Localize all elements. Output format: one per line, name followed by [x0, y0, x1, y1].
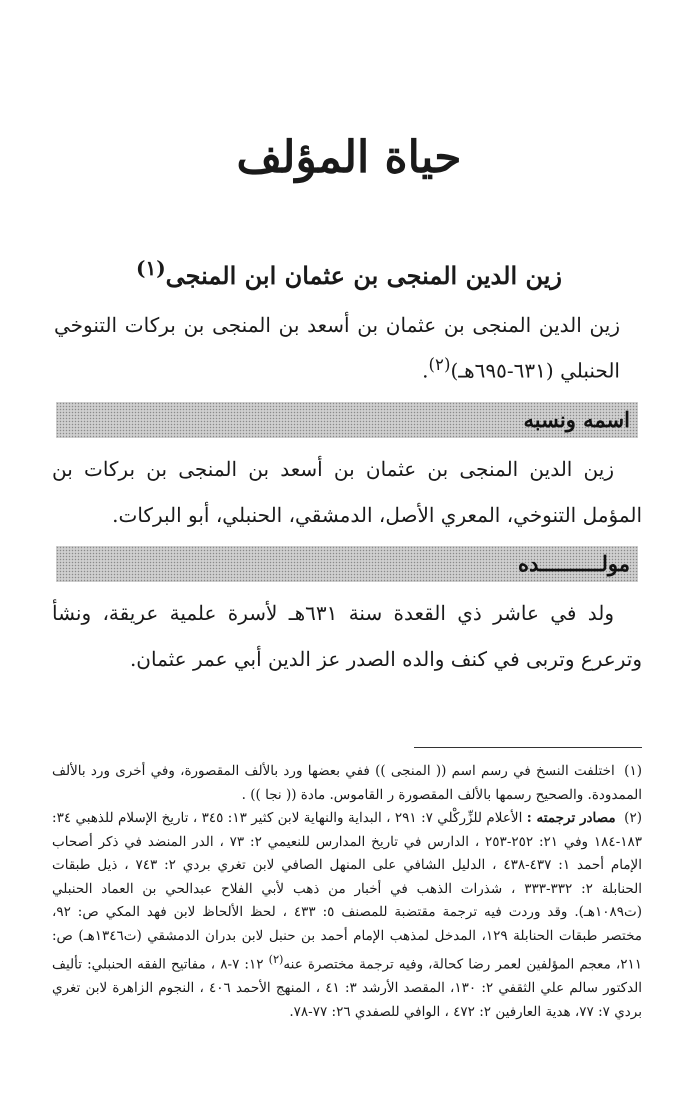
- author-heading: [0, 250, 698, 294]
- footnotes: [52, 760, 642, 1024]
- section-bar-name-lineage: [56, 402, 638, 438]
- footnote-2-text: الأعلام للزِّركْلي ٧: ٢٩١ ، البداية والنهاية لابن كثير ١٣: ٣٤٥ ، تاريخ الإسلام للذهبي ٣٤: ١٨٣-١٨٤ وفي ٢١: ٢٥٢-٢٥٣ ، الدارس في تاريخ المدارس للنعيمي ٢: ٧٣ ، الدر المنضد في ذكر أصحاب الإمام أحمد ١: ٤٣٧-٤٣٨ ، الدليل الشافي على المنهل الصافي لابن تغري بردي ٢: ٧٤٣ ، ذيل طبقات الحنابلة ٢: ٣٣٢-٣٣٣ ، شذرات الذهب في أخبار من ذهب لأبي الفلاح عبدالحي بن العماد الحنبلي (ت١٠٨٩هـ). وقد وردت فيه ترجمة مقتضبة للمصنف ٥: ٤٣٣ ، لحظ الألحاظ لابن فهد المكي ص: ٩٢، مختصر طبقات الحنابلة ١٢٩، المدخل لمذهب الإمام أحمد بن حنبل لابن بدران الدمشقي (ت١٣٤٦هـ) ص: ٢١١، معجم المؤلفين لعمر رضا كحالة، وفيه ترجمة مختصرة عنه: [52, 810, 643, 973]
- footnote-2-number: (٢): [624, 810, 642, 826]
- section-text-birth: ولد في عاشر ذي القعدة سنة ٦٣١هـ لأسرة علمية عريقة، ونشأ وترعرع وتربى في كنف والده الصدر عز الدين أبي عمر عثمان.: [52, 601, 642, 671]
- footnote-1-number: (١): [624, 763, 642, 779]
- footnote-1: [52, 760, 642, 807]
- footnote-1-text: اختلفت النسخ في رسم اسم (( المنجى )) ففي بعضها ورد بالألف المقصورة، وفي أخرى ورد بالألف الممدودة. والصحيح رسمها بالألف المقصورة ر القاموس. مادة (( نجا )) .: [52, 763, 642, 803]
- author-name: زين الدين المنجى بن عثمان ابن المنجى: [165, 261, 562, 290]
- footnote-2-inner-ref: (٢): [268, 953, 284, 966]
- footnote-ref-2: (٢): [428, 355, 451, 374]
- footnote-2-lead: مصادر ترجمته :: [526, 810, 616, 826]
- intro-text: زين الدين المنجى بن عثمان بن أسعد بن المنجى بن بركات التنوخي الحنبلي (٦٣١-٦٩٥هـ): [54, 313, 620, 383]
- page-title: حياة المؤلف: [236, 132, 462, 183]
- section-heading-name-lineage: اسمه ونسبه: [523, 407, 630, 432]
- footnote-2-text-continued: ١٢: ٧-٨ ، مفاتيح الفقه الحنبلي: تأليف الدكتور سالم علي الثقفي ٢: ١٣٠، المقصد الأرشد ٣: ٤١ ، المنهج الأحمد ٤٠٦ ، النجوم الزاهرة لابن تغري بردي ٧: ٧٧، هدية العارفين ٢: ٤٧٢ ، الوافي للصفدي ٢٦: ٧٧-٧٨.: [52, 956, 643, 1020]
- section-bar-birth: [56, 546, 638, 582]
- footnote-2: [52, 807, 642, 1024]
- footnote-ref-1: (١): [135, 256, 166, 280]
- intro-end: .: [422, 358, 429, 383]
- footnote-divider: [414, 747, 642, 748]
- section-heading-birth: مولــــــــــده: [517, 551, 630, 576]
- section-text-name-lineage: زين الدين المنجى بن عثمان بن أسعد بن المنجى بن بركات بن المؤمل التنوخي، المعري الأصل، الدمشقي، الحنبلي، أبو البركات.: [52, 457, 642, 527]
- author-intro: [54, 305, 620, 391]
